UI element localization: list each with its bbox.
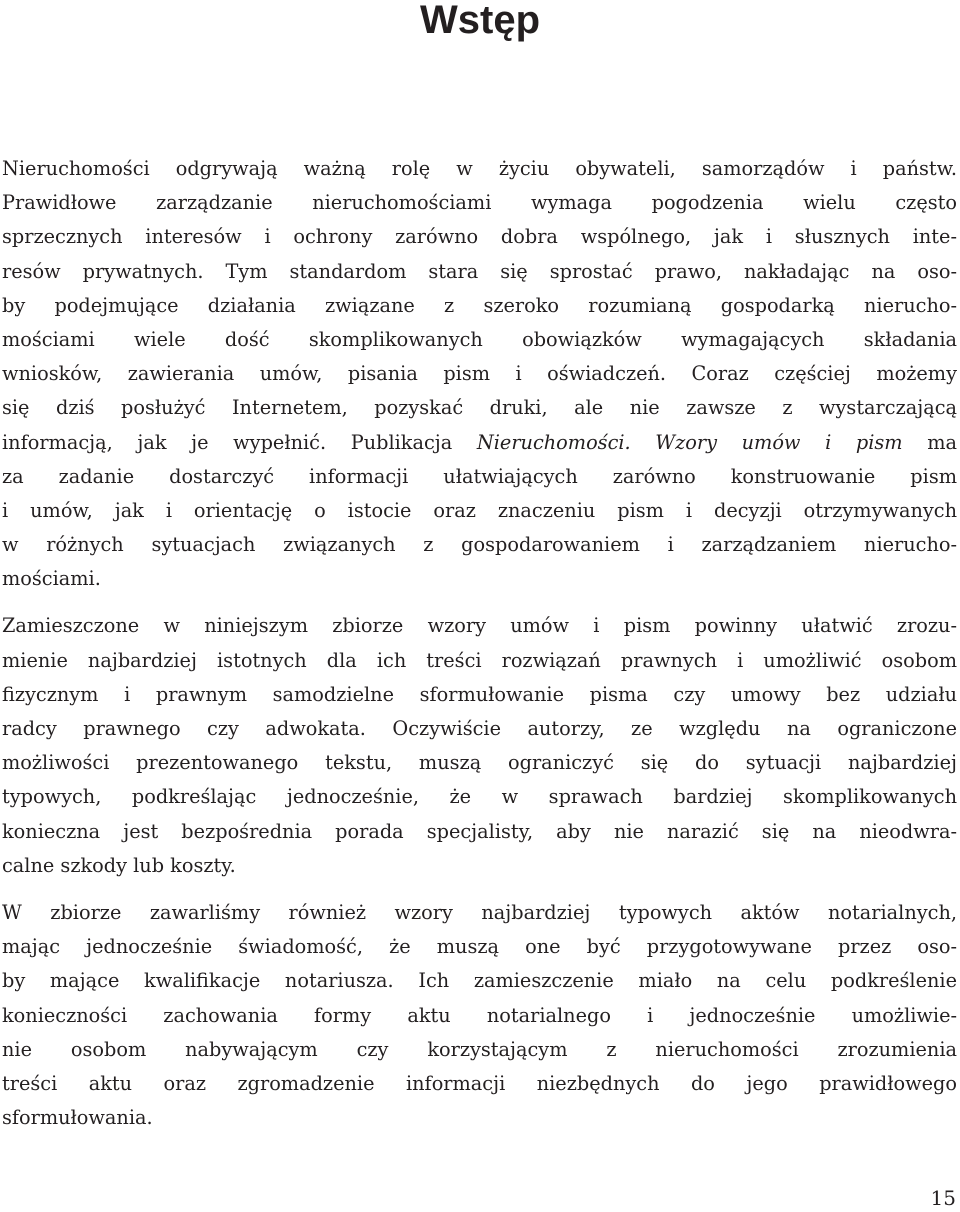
text-line: Prawidłowe zarządzanie nieruchomościami wymaga pogodzenia wielu często <box>2 191 957 215</box>
text-line: Nieruchomości odgrywają ważną rolę w życiu obywateli, samorządów i państw. <box>2 157 957 180</box>
publication-title: Nieruchomości. Wzory umów i pism <box>476 430 903 454</box>
text-line: sformułowania. <box>2 1106 153 1130</box>
paragraph-1 <box>2 152 957 596</box>
text-line: konieczna jest bezpośrednia porada specjalisty, aby nie narazić się na nieodwra- <box>2 819 957 843</box>
text-line: wniosków, zawierania umów, pisania pism i oświadczeń. Coraz częściej możemy <box>2 362 957 386</box>
body-text <box>2 152 957 1148</box>
text-line: i umów, jak i orientację o istocie oraz znaczeniu pism i decyzji otrzymywanych <box>2 498 957 522</box>
text-line: treści aktu oraz zgromadzenie informacji niezbędnych do jego prawidłowego <box>2 1071 957 1095</box>
text-line: fizycznym i prawnym samodzielne sformułowanie pisma czy umowy bez udziału <box>2 682 957 706</box>
text-line: by mające kwalifikacje notariusza. Ich zamieszczenie miało na celu podkreślenie <box>2 969 957 993</box>
text-line: W zbiorze zawarliśmy również wzory najbardziej typowych aktów notarialnych, <box>2 900 957 924</box>
text-line: za zadanie dostarczyć informacji ułatwiających zarówno konstruowanie pism <box>2 464 957 488</box>
text-line: calne szkody lub koszty. <box>2 853 236 877</box>
paragraph-3 <box>2 896 957 1135</box>
paragraph-2 <box>2 609 957 883</box>
text-line: by podejmujące działania związane z szeroko rozumianą gospodarką nierucho- <box>2 293 957 317</box>
text-line: mienie najbardziej istotnych dla ich treści rozwiązań prawnych i umożliwić osobom <box>2 648 957 672</box>
text-line: możliwości prezentowanego tekstu, muszą ograniczyć się do sytuacji najbardziej <box>2 751 957 775</box>
text-line: sprzecznych interesów i ochrony zarówno dobra wspólnego, jak i słusznych inte- <box>2 225 957 249</box>
text-line: się dziś posłużyć Internetem, pozyskać druki, ale nie zawsze z wystarczającą <box>2 396 957 420</box>
page-number: 15 <box>930 1186 956 1210</box>
text-line: radcy prawnego czy adwokata. Oczywiście autorzy, ze względu na ograniczone <box>2 717 957 740</box>
text-line: w różnych sytuacjach związanych z gospodarowaniem i zarządzaniem nierucho- <box>2 533 957 557</box>
text-line: mościami wiele dość skomplikowanych obowiązków wymagających składania <box>2 327 957 351</box>
text-line: konieczności zachowania formy aktu notarialnego i jednocześnie umożliwie- <box>2 1003 957 1027</box>
text-line: informacją, jak je wypełnić. Publikacja Nieruchomości. Wzory umów i pism ma <box>2 430 957 454</box>
text-line: mościami. <box>2 567 101 591</box>
text-line: mając jednocześnie świadomość, że muszą one być przygotowywane przez oso- <box>2 935 957 959</box>
text-line: Zamieszczone w niniejszym zbiorze wzory umów i pism powinny ułatwić zrozu- <box>2 614 957 638</box>
text-line: nie osobom nabywającym czy korzystającym z nieruchomości zrozumienia <box>2 1037 957 1061</box>
text-line: typowych, podkreślając jednocześnie, że w sprawach bardziej skomplikowanych <box>2 785 957 809</box>
page-title: Wstęp <box>420 0 540 42</box>
text-line: resów prywatnych. Tym standardom stara się sprostać prawo, nakładając na oso- <box>2 259 957 283</box>
